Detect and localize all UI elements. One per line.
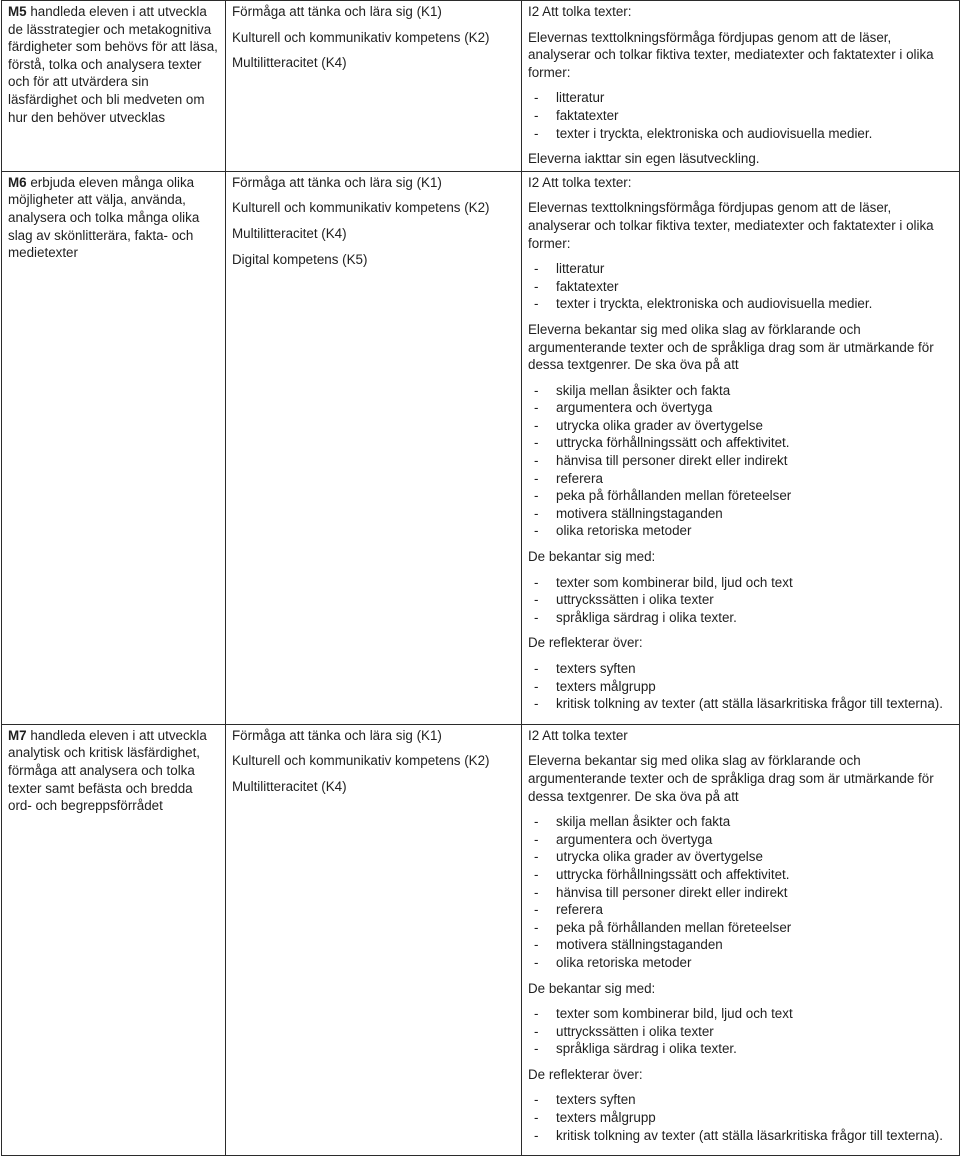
content-cell-m7 (522, 724, 960, 1155)
reflect-heading: De reflekterar över: (528, 1066, 643, 1082)
goal-text: erbjuda eleven många olika möjligheter att välja, använda, analysera och tolka många olika slag av skönlitterära, fakta- och medietexter (8, 174, 200, 261)
competence-item: Förmåga att tänka och lära sig (K1) (232, 727, 442, 743)
list-item: - texters målgrupp (528, 1109, 953, 1127)
competence-cell-m6 (226, 171, 522, 724)
competence-item: Kulturell och kommunikativ kompetens (K2) (232, 753, 490, 769)
list-item: - utrycka olika grader av övertygelse (528, 848, 953, 866)
content-intro: Elevernas texttolkningsförmåga fördjupas genom att de läser, analyserar och tolkar fiktiva texter, mediatexter och faktatexter i olika former: (528, 29, 934, 80)
reflect-list (528, 660, 953, 713)
content-area-title: I2 Att tolka texter: (528, 4, 632, 19)
competence-item: Multilitteracitet (K4) (232, 225, 347, 241)
competence-item: Förmåga att tänka och lära sig (K1) (232, 174, 442, 190)
familiar-list (528, 574, 953, 627)
list-item: - språkliga särdrag i olika texter. (528, 609, 953, 627)
list-item: - texter i tryckta, elektroniska och audiovisuella medier. (528, 295, 953, 313)
content-genres: Eleverna bekantar sig med olika slag av förklarande och argumenterande texter och de språkliga drag som är utmärkande för dessa textgenrer. De ska öva på att (528, 753, 934, 804)
list-item: - olika retoriska metoder (528, 954, 953, 972)
content-closing: Eleverna iakttar sin egen läsutveckling. (528, 151, 760, 167)
familiar-heading: De bekantar sig med: (528, 549, 656, 565)
content-cell-m5 (522, 1, 960, 172)
list-item: - motivera ställningstaganden (528, 936, 953, 954)
list-item: - argumentera och övertyga (528, 831, 953, 849)
competence-item: Multilitteracitet (K4) (232, 55, 347, 71)
list-item: - uttryckssätten i olika texter (528, 591, 953, 609)
goal-code: M7 (8, 727, 27, 743)
list-item: - peka på förhållanden mellan företeelser (528, 487, 953, 505)
list-item: - kritisk tolkning av texter (att ställa läsarkritiska frågor till texterna). (528, 695, 953, 713)
list-item: - texter som kombinerar bild, ljud och text (528, 1005, 953, 1023)
goal-text: handleda eleven i att utveckla analytisk och kritisk läsfärdighet, förmåga att analysera och tolka texter samt befästa och bredda ord- och begreppsförrådet (8, 727, 207, 814)
list-item: - uttryckssätten i olika texter (528, 1023, 953, 1041)
table-row (2, 171, 960, 724)
goal-code: M5 (8, 4, 27, 19)
list-item: - texters målgrupp (528, 678, 953, 696)
list-item: - motivera ställningstaganden (528, 505, 953, 523)
list-item: - argumentera och övertyga (528, 399, 953, 417)
content-area-title: I2 Att tolka texter (528, 727, 628, 743)
table-row (2, 1, 960, 172)
list-item: - språkliga särdrag i olika texter. (528, 1040, 953, 1058)
curriculum-table (1, 0, 960, 1156)
competence-cell-m7 (226, 724, 522, 1155)
list-item: - olika retoriska metoder (528, 522, 953, 540)
list-item: - texters syften (528, 1091, 953, 1109)
goal-text: handleda eleven i att utveckla de lässtrategier och metakognitiva färdigheter som behövs för att läsa, förstå, tolka och analysera texter och för att utvärdera sin läsfärdighet och bli medveten om hur den behöver utvecklas (8, 4, 218, 125)
familiar-list (528, 1005, 953, 1058)
skills-list (528, 382, 953, 540)
reflect-list (528, 1091, 953, 1144)
list-item: - kritisk tolkning av texter (att ställa läsarkritiska frågor till texterna). (528, 1127, 953, 1145)
competence-item: Kulturell och kommunikativ kompetens (K2) (232, 200, 490, 216)
list-item: - texter som kombinerar bild, ljud och text (528, 574, 953, 592)
list-item: - skilja mellan åsikter och fakta (528, 382, 953, 400)
list-item: - hänvisa till personer direkt eller indirekt (528, 452, 953, 470)
goal-cell-m7 (2, 724, 226, 1155)
content-cell-m6 (522, 171, 960, 724)
list-item: - texters syften (528, 660, 953, 678)
familiar-heading: De bekantar sig med: (528, 980, 656, 996)
goal-cell-m5 (2, 1, 226, 172)
list-item: - uttrycka förhållningssätt och affektivitet. (528, 434, 953, 452)
competence-item: Kulturell och kommunikativ kompetens (K2) (232, 29, 490, 45)
goal-code: M6 (8, 174, 27, 190)
content-area-title: I2 Att tolka texter: (528, 174, 632, 190)
skills-list (528, 813, 953, 971)
list-item: - peka på förhållanden mellan företeelser (528, 919, 953, 937)
competence-item: Digital kompetens (K5) (232, 251, 368, 267)
table-row (2, 724, 960, 1155)
list-item: - faktatexter (528, 107, 953, 125)
list-item: - texter i tryckta, elektroniska och audiovisuella medier. (528, 125, 953, 143)
list-item: - faktatexter (528, 278, 953, 296)
competence-item: Multilitteracitet (K4) (232, 778, 347, 794)
list-item: - litteratur (528, 89, 953, 107)
text-forms-list (528, 260, 953, 313)
list-item: - hänvisa till personer direkt eller indirekt (528, 884, 953, 902)
list-item: - referera (528, 470, 953, 488)
list-item: - referera (528, 901, 953, 919)
reflect-heading: De reflekterar över: (528, 635, 643, 651)
list-item: - uttrycka förhållningssätt och affektivitet. (528, 866, 953, 884)
competence-item: Förmåga att tänka och lära sig (K1) (232, 4, 442, 19)
content-genres: Eleverna bekantar sig med olika slag av förklarande och argumenterande texter och de språkliga drag som är utmärkande för dessa textgenrer. De ska öva på att (528, 321, 934, 373)
content-intro: Elevernas texttolkningsförmåga fördjupas genom att de läser, analyserar och tolkar fiktiva texter, mediatexter och faktatexter i olika former: (528, 200, 934, 251)
goal-cell-m6 (2, 171, 226, 724)
list-item: - skilja mellan åsikter och fakta (528, 813, 953, 831)
list-item: - litteratur (528, 260, 953, 278)
competence-cell-m5 (226, 1, 522, 172)
list-item: - utrycka olika grader av övertygelse (528, 417, 953, 435)
text-forms-list (528, 89, 953, 142)
